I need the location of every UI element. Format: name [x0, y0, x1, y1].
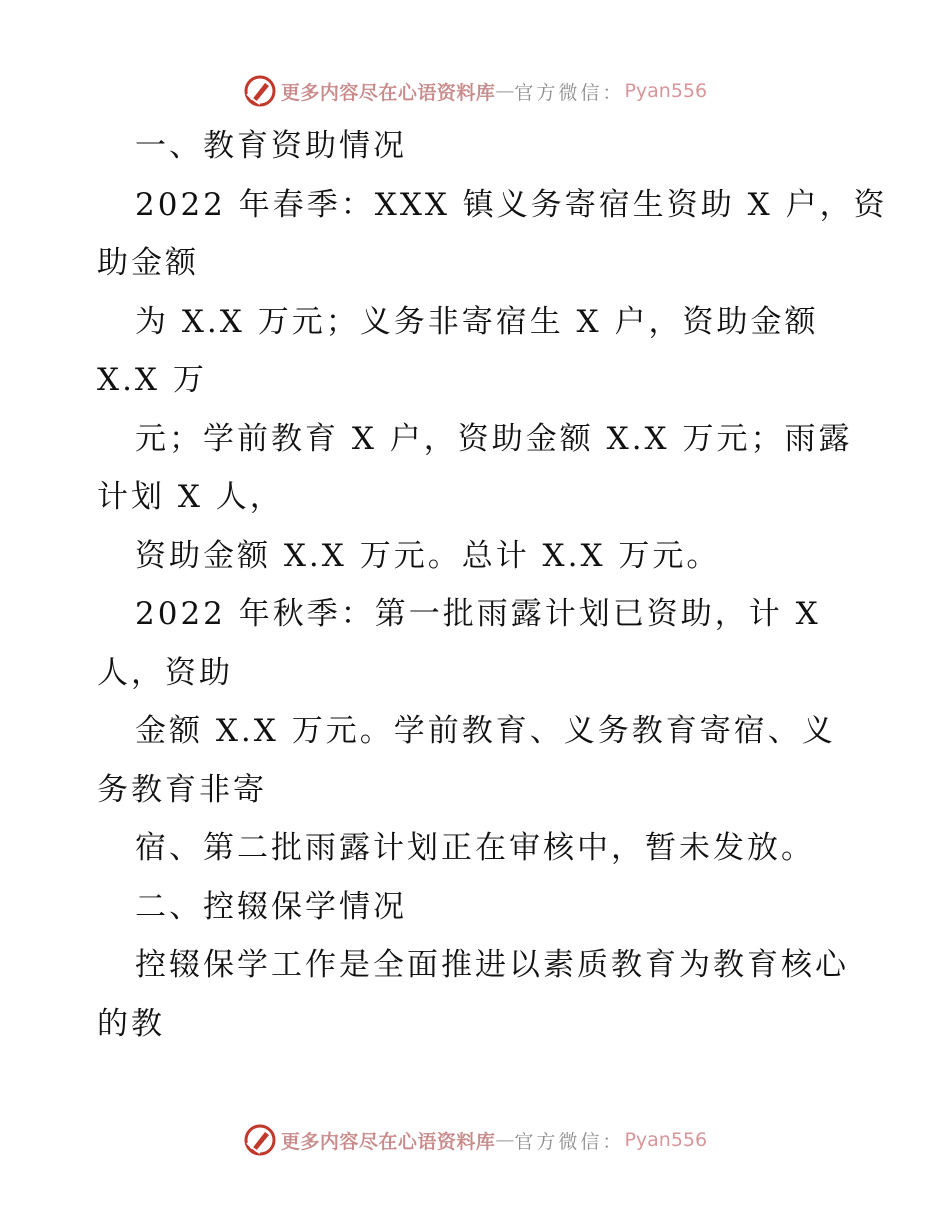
separator-dash: —: [495, 80, 515, 102]
footer-banner: [0, 1120, 950, 1160]
paragraph-line: 资助金额 X.X 万元。总计 X.X 万元。: [135, 537, 721, 574]
wechat-label: 官方微信：: [514, 81, 625, 104]
site-slogan: 更多内容尽在心语资料库: [280, 1130, 496, 1153]
wechat-id: Pyan556: [624, 1129, 708, 1151]
paragraph-line: 的教: [97, 1005, 165, 1042]
section-heading-2: 二、控辍保学情况: [135, 888, 407, 925]
paragraph-line: 2022 年春季：XXX 镇义务寄宿生资助 X 户，资: [135, 186, 888, 223]
header-banner: [0, 71, 950, 111]
feather-pen-logo-icon: [243, 74, 277, 108]
paragraph-line: 2022 年秋季：第一批雨露计划已资助，计 X: [135, 596, 821, 632]
paragraph-line: 宿、第二批雨露计划正在审核中，暂未发放。: [135, 830, 815, 866]
paragraph-line: 计划 X 人，: [97, 479, 284, 515]
paragraph-line: 助金额: [97, 245, 199, 281]
wechat-label: 官方微信：: [514, 1130, 625, 1153]
paragraph-line: X.X 万: [97, 362, 207, 398]
paragraph-line: 人，资助: [97, 654, 233, 691]
paragraph-line: 务教育非寄: [97, 771, 267, 808]
document-body: [97, 117, 888, 1053]
paragraph-line: 为 X.X 万元；义务非寄宿生 X 户，资助金额: [135, 303, 819, 340]
feather-pen-logo-icon: [243, 1123, 277, 1157]
wechat-id: Pyan556: [624, 80, 708, 102]
section-heading-1: 一、教育资助情况: [135, 128, 407, 164]
paragraph-line: 金额 X.X 万元。学前教育、义务教育寄宿、义: [135, 713, 836, 749]
paragraph-line: 控辍保学工作是全面推进以素质教育为教育核心: [135, 947, 849, 983]
separator-dash: —: [495, 1129, 515, 1151]
site-slogan: 更多内容尽在心语资料库: [280, 81, 496, 104]
paragraph-line: 元；学前教育 X 户，资助金额 X.X 万元；雨露: [135, 420, 853, 457]
